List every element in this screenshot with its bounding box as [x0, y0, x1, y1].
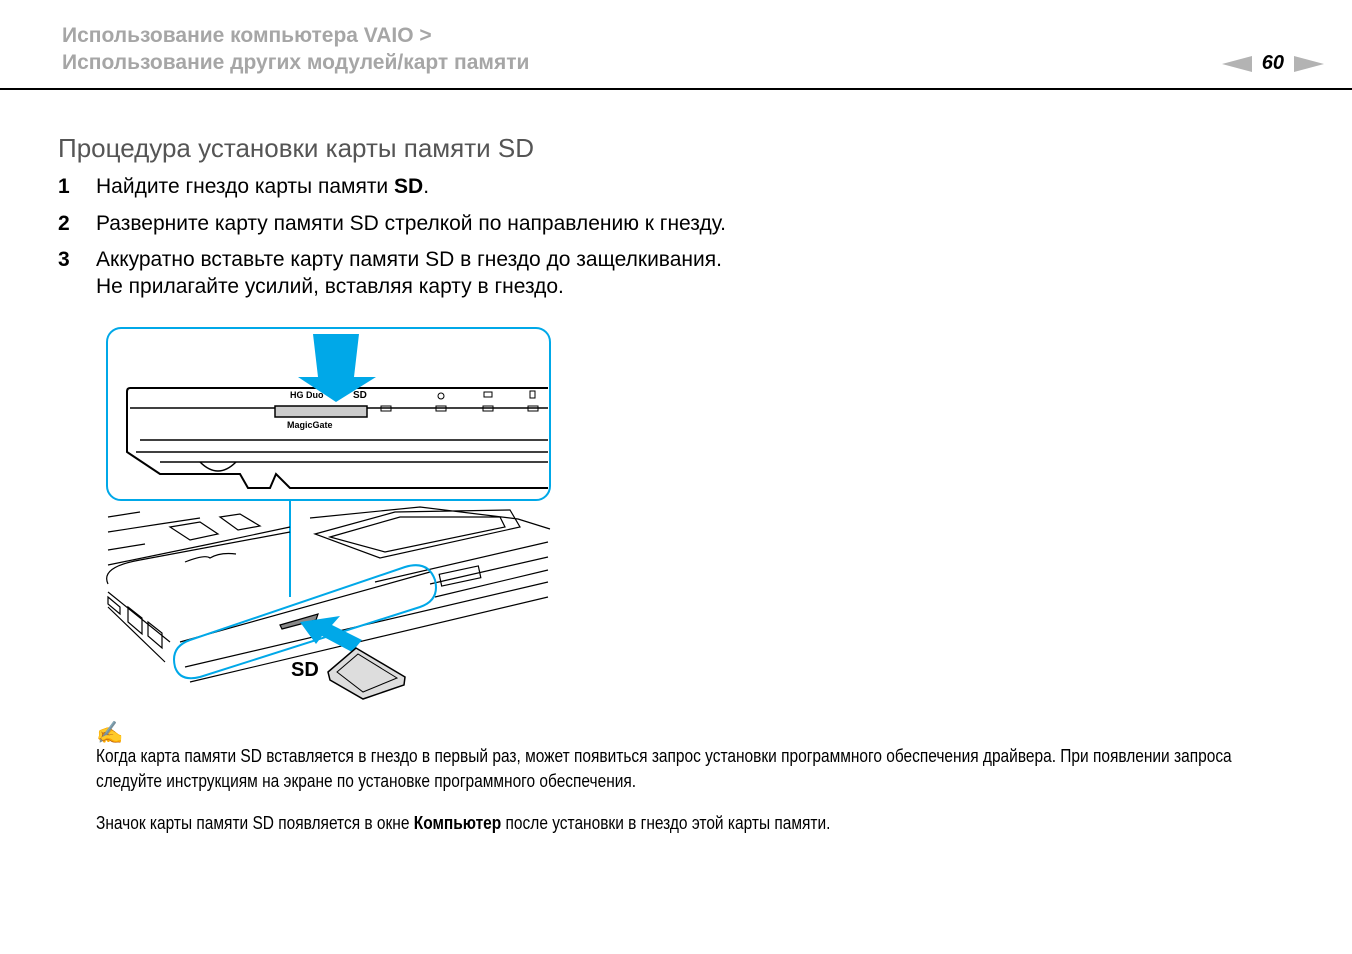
breadcrumb-current: Использование других модулей/карт памяти [62, 51, 530, 74]
note-driver-install [96, 744, 1300, 794]
page-number: 60 [1261, 52, 1284, 74]
header-divider [0, 88, 1352, 90]
note-text: Когда карта памяти SD вставляется в гнездо в первый раз, может появиться запрос установки программного обеспечения драйвера. При появлении запроса следуйте инструкциям на экране по установке программного обеспечения. [96, 746, 1232, 791]
magicgate-label: MagicGate [287, 420, 333, 430]
step-text: Разверните карту памяти SD стрелкой по направлению к гнезду. [96, 212, 726, 235]
breadcrumb-parent[interactable]: Использование компьютера VAIO > [62, 24, 432, 47]
note-text-pre: Значок карты памяти SD появляется в окне [96, 813, 414, 833]
note-text-bold: Компьютер [413, 813, 502, 833]
note-text-post: после установки в гнездо этой карты памяти. [501, 813, 831, 833]
laptop-body [107, 507, 550, 682]
page-navigation [1222, 52, 1324, 75]
hg-duo-label: HG Duo [290, 390, 324, 400]
note-computer-window [96, 811, 1300, 836]
step-number: 3 [58, 248, 70, 271]
step-text [96, 246, 722, 300]
previous-page-arrow-icon[interactable] [1222, 56, 1252, 72]
insert-arrow-icon [300, 616, 362, 652]
step-number: 2 [58, 212, 70, 235]
sd-card-icon [328, 648, 405, 699]
sd-card-label: SD [291, 659, 319, 681]
step-text-line2: Не прилагайте усилий, вставляя карту в гнездо. [96, 275, 564, 298]
memory-card-slot [275, 406, 367, 417]
step-text-main: Найдите гнездо карты памяти [96, 175, 394, 198]
sd-slot-label: SD [353, 390, 367, 401]
pencil-note-icon: ✍ [96, 720, 124, 745]
laptop-front-edge [127, 388, 548, 488]
step-text-line1: Аккуратно вставьте карту памяти SD в гнездо до защелкивания. [96, 248, 722, 271]
next-page-arrow-icon[interactable] [1294, 56, 1324, 72]
step-number: 1 [58, 175, 70, 198]
sd-card-insertion-illustration [100, 322, 560, 707]
section-title: Процедура установки карты памяти SD [58, 133, 535, 163]
step-text [96, 173, 429, 200]
step-text-tail: . [423, 175, 430, 198]
step-text-bold: SD [394, 175, 424, 198]
